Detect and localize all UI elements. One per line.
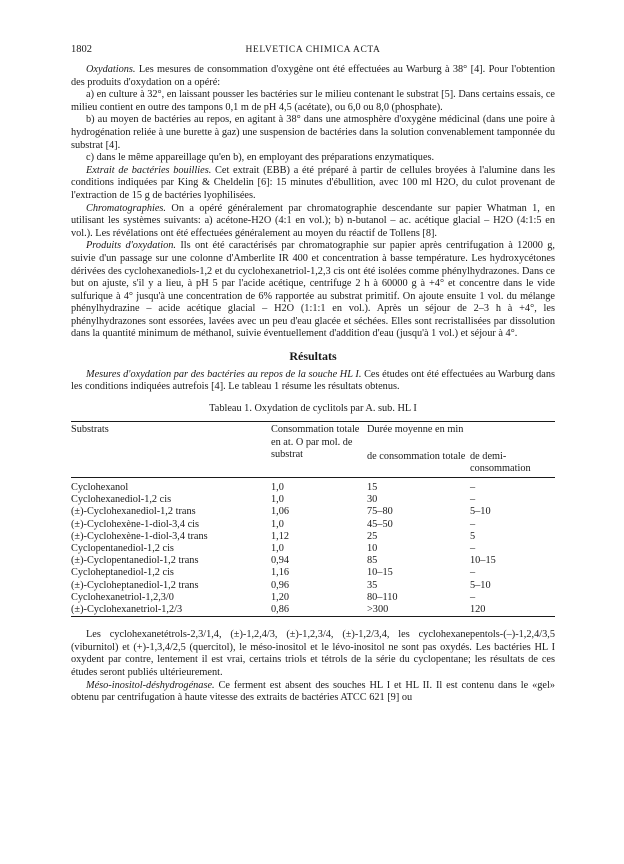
- cell-substrate: (±)-Cyclopentanediol-1,2 trans: [71, 555, 199, 567]
- cell-duration-total: 80–110: [367, 591, 398, 603]
- cell-consumption: 0,94: [271, 555, 290, 567]
- paragraph-extrait: [71, 165, 555, 203]
- paragraph-text: Cet extrait (EBB) a été préparé à partir de cellules broyées à l'alumine dans les conditions indiquées par King & Cheldelin [6]: 15 minutes d'ébullition, avec 100 ml H2O, du culot provenant de l'extraction de 15 g de bactéries lyophilisées.: [71, 164, 555, 201]
- cell-duration-total: 75–80: [367, 506, 393, 518]
- paragraph-text: Les mesures de consommation d'oxygène ont été effectuées au Warburg à 38° [4]. Pour l'obtention des produits d'oxydation on a opéré:: [71, 64, 555, 88]
- cell-substrate: (±)-Cyclohexène-1-diol-3,4 cis: [71, 518, 200, 530]
- cell-duration-half: 5–10: [470, 579, 491, 591]
- paragraph-text: Ils ont été caractérisés par chromatographie sur papier après centrifugation à 12000 g, suivie d'un passage sur une colonne d'Amberlite IR 400 et concentration à basse température. Les hydroxycétones dérivées des cyclohexanediols-1,2 et du cyclohexanetriol-1,2,3 cis ont été isolées comme phénylhydrazones. Dans ce but on ajuste, s'il y a lieu, à pH 5 par l'acide acétique, centrifuge 2 h à 60000 g à +4° et concentre dans le vide sulfurique à 4° jusqu'à une concentration de 6% rapportée au substrat primitif. On ajoute ensuite 1 vol. du mélange phénylhydrazine – acide acétique glacial – H2O (1:1:1 en vol.). Après un séjour de 2–3 h à +4°, les phénylhydrazones sont essorées, lavées avec un peu d'eau glacée et séchées. Elles sont recristallisées par dissolution dans la quantité minimum de méthanol, suivie éventuellement d'addition d'eau (jusqu'à 1 vol.) et séjour à 4°.: [71, 240, 556, 340]
- cell-consumption: 1,12: [271, 530, 290, 542]
- table-row: [71, 519, 555, 531]
- table-row: [71, 604, 555, 616]
- cell-duration-total: 15: [367, 482, 378, 494]
- cell-substrate: Cyclopentanediol-1,2 cis: [71, 543, 174, 555]
- header-duration: Durée moyenne en min: [367, 424, 464, 436]
- header-duration-half: de demi-consommation: [470, 450, 531, 474]
- cell-duration-total: 85: [367, 555, 378, 567]
- paragraph-text: Ces études ont été effectuées au Warburg dans les conditions indiquées autrefois [4]. Le tableau 1 résume les résultats obtenus.: [71, 368, 556, 393]
- header-duration-total: de consommation totale: [367, 450, 466, 462]
- paragraph-method-a: a) en culture à 32°, en laissant pousser les bactéries sur le milieu contenant le substrat [5]. Dans certains essais, ce milieu contient en outre des tampons 0,1 m de pH 4,5 (acétate), ou 6,0 ou 8,0 (phosphate).: [71, 89, 555, 113]
- cell-duration-half: 5: [470, 530, 476, 542]
- cell-consumption: 1,0: [271, 543, 284, 555]
- cell-duration-total: 10: [367, 543, 378, 555]
- cell-substrate: (±)-Cyclohexanetriol-1,2/3: [71, 604, 183, 616]
- table-row: [71, 555, 555, 567]
- paragraph-produits: [71, 240, 555, 341]
- cell-duration-half: 10–15: [470, 555, 496, 567]
- header-consumption: Consommation totale en at. O par mol. de substrat: [271, 424, 360, 460]
- table-row: [71, 580, 555, 592]
- paragraph-oxydations: [71, 64, 555, 89]
- cell-duration-half: –: [470, 494, 476, 506]
- paragraph-lead: Produits d'oxydation.: [86, 240, 176, 252]
- cell-consumption: 0,86: [271, 604, 290, 616]
- cell-duration-total: >300: [367, 604, 389, 616]
- cell-consumption: 1,16: [271, 567, 290, 579]
- section-heading: Résultats: [289, 349, 337, 364]
- table-body: [71, 478, 555, 616]
- cell-duration-total: 30: [367, 494, 378, 506]
- table-bottom-rule: [71, 616, 555, 617]
- paragraph-meso-inositol: [71, 680, 555, 705]
- page-number: 1802: [71, 44, 92, 55]
- cell-duration-half: –: [470, 591, 476, 603]
- duration-subheaders: [367, 437, 555, 475]
- cell-consumption: 1,0: [271, 518, 284, 530]
- table-row: [71, 543, 555, 555]
- header-substrate: Substrats: [71, 424, 109, 436]
- header-duration-group: [367, 422, 555, 477]
- paragraph-not-oxidized: Les cyclohexanetétrols-2,3/1,4, (±)-1,2,4/3, (±)-1,2,3/4, (±)-1,2/3,4, les cyclohexanepentols-(–)-1,2,4/3,5 (viburnitol) et (+)-1,3,4/2,5 (quercitol), le méso-inositol et le lévo-inositol ne sont pas oxydés. Les bactéries HL I oxydent par contre, lentement il est vrai, certains triols et tétrols de la série du cyclopentane; les résultats de ces études seront publiés ultérieurement.: [71, 629, 555, 679]
- paragraph-lead: Mesures d'oxydation par des bactéries au repos de la souche HL I.: [86, 368, 362, 380]
- cell-duration-half: –: [470, 482, 476, 494]
- table-row: [71, 592, 555, 604]
- cell-consumption: 1,20: [271, 591, 290, 603]
- paragraph-lead: Méso-inositol-déshydrogénase.: [86, 679, 215, 691]
- cell-substrate: Cyclohexanol: [71, 482, 129, 494]
- table-caption: Tableau 1. Oxydation de cyclitols par A. sub. HL I: [209, 402, 417, 414]
- paragraph-lead: Chromatographies.: [86, 202, 166, 214]
- cell-duration-total: 45–50: [367, 518, 393, 530]
- cell-substrate: Cycloheptanediol-1,2 cis: [71, 567, 174, 579]
- cell-duration-half: 5–10: [470, 506, 491, 518]
- paragraph-text: Ce ferment est absent des souches HL I et HL II. Il est contenu dans le «gel» obtenu par centrifugation à haute vitesse des extraits de bactéries ATCC 621 [9] ou: [71, 679, 555, 704]
- cell-duration-half: –: [470, 518, 476, 530]
- table-row: [71, 482, 555, 494]
- cell-duration-half: –: [470, 567, 476, 579]
- cell-duration-half: 120: [470, 604, 486, 616]
- cell-consumption: 1,06: [271, 506, 290, 518]
- cell-duration-total: 25: [367, 530, 378, 542]
- body-text: [71, 64, 555, 705]
- paragraph-method-b: b) au moyen de bactéries au repos, en agitant à 38° dans une atmosphère d'oxygène médicinal (dans une poire à hydrogénation reliée à une burette à gaz) une suspension de bactéries dans la solution convenablement tamponnée du substrat [4].: [71, 114, 555, 151]
- paragraph-method-c: c) dans le même appareillage qu'en b), en employant des préparations enzymatiques.: [86, 152, 435, 164]
- cell-duration-half: –: [470, 543, 476, 555]
- table-row: [71, 494, 555, 506]
- cell-substrate: Cyclohexanediol-1,2 cis: [71, 494, 172, 506]
- table-row: [71, 506, 555, 518]
- paragraph-mesures: [71, 369, 555, 394]
- paragraph-chromatographies: [71, 203, 555, 241]
- table-row: [71, 567, 555, 579]
- cell-substrate: Cyclohexanetriol-1,2,3/0: [71, 591, 174, 603]
- cell-substrate: (±)-Cycloheptanediol-1,2 trans: [71, 579, 199, 591]
- results-table: [71, 421, 555, 617]
- cell-consumption: 0,96: [271, 579, 290, 591]
- cell-duration-total: 35: [367, 579, 378, 591]
- paragraph-lead: Oxydations.: [86, 64, 136, 75]
- cell-substrate: (±)-Cyclohexanediol-1,2 trans: [71, 506, 196, 518]
- cell-duration-total: 10–15: [367, 567, 393, 579]
- paragraph-text: On a opéré généralement par chromatographie descendante sur papier Whatman 1, en utilisant les systèmes suivants: a) acétone-H2O (4:1 en vol.); b) n-butanol – ac. acétique glacial – H2O (4:1:5 en vol.). Les révélations ont été effectuées généralement au moyen du réactif de Tollens [8].: [71, 202, 555, 239]
- cell-substrate: (±)-Cyclohexène-1-diol-3,4 trans: [71, 530, 208, 542]
- table-row: [71, 531, 555, 543]
- table-header-row: [71, 422, 555, 477]
- paragraph-lead: Extrait de bactéries bouillies.: [86, 164, 212, 176]
- cell-consumption: 1,0: [271, 494, 284, 506]
- cell-consumption: 1,0: [271, 482, 284, 494]
- journal-title: HELVETICA CHIMICA ACTA: [245, 45, 381, 55]
- page-header: [71, 44, 555, 58]
